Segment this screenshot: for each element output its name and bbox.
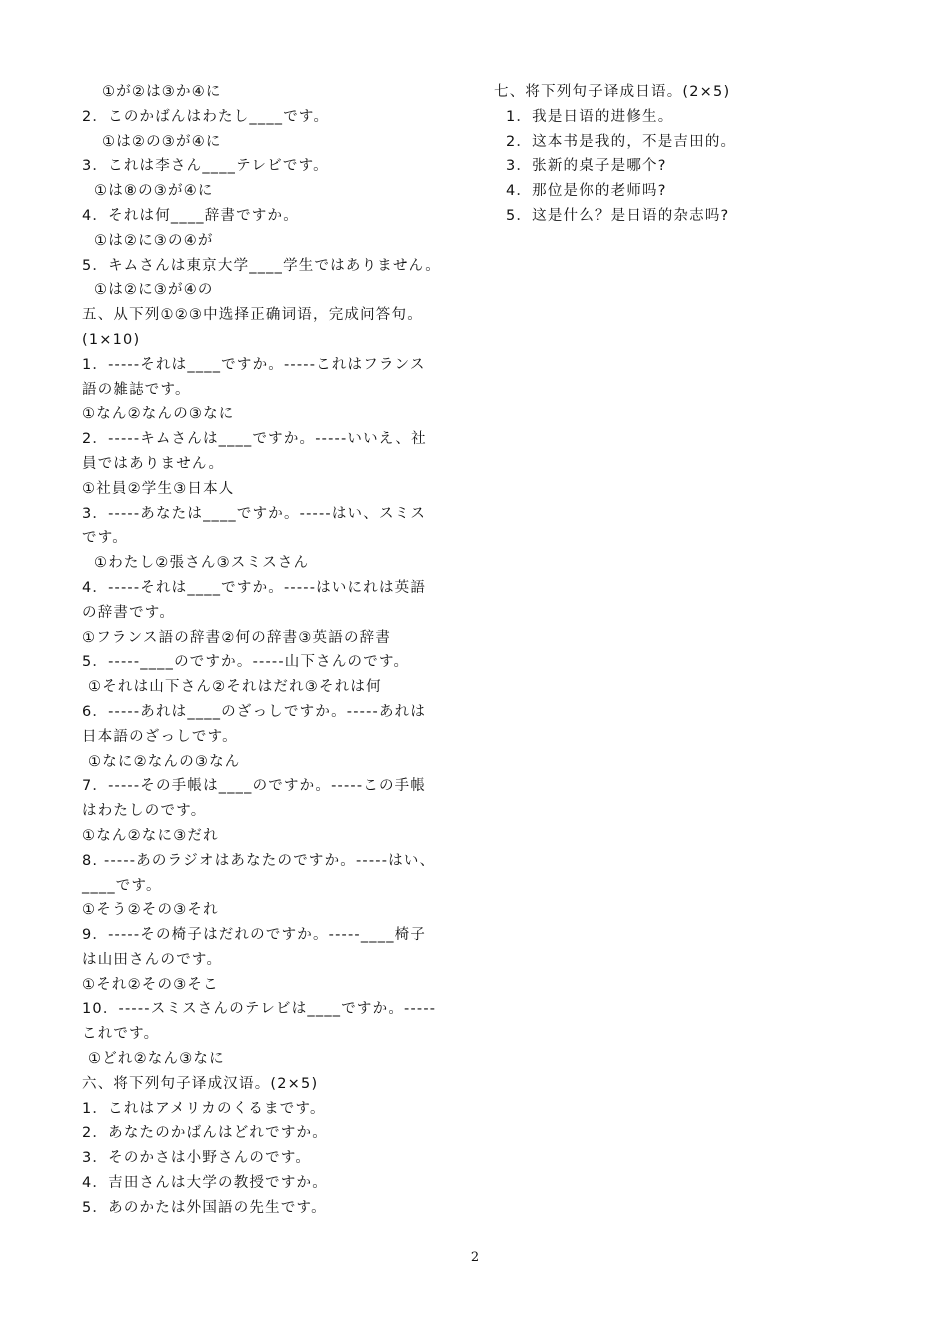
options-line: ①そう②その③それ [82, 902, 219, 919]
options-line: ①フランス語の辞書②何の辞書③英語の辞書 [82, 629, 392, 646]
question-line: 8. -----あのラジオはあなたのですか。-----はい、 [82, 852, 436, 869]
question-line: これです。 [82, 1026, 160, 1043]
options-line: ①なん②なんの③なに [82, 406, 235, 423]
sentence-line: 1．我是日语的进修生。 [506, 108, 674, 125]
sentence-line: 5．这是什么？是日语的杂志吗? [506, 207, 730, 224]
options-line: ①それは山下さん②それはだれ③それは何 [88, 679, 382, 696]
text-line: 2．このかばんはわたし____です。 [82, 108, 330, 125]
sentence-line: 4．吉田さんは大学の教授ですか。 [82, 1175, 328, 1192]
options-line: ①社員②学生③日本人 [82, 480, 235, 497]
section-score: (1×10) [82, 331, 141, 348]
text-line: ①は②の③が④に [102, 133, 222, 150]
question-line: 日本語のざっしです。 [82, 728, 238, 745]
sentence-line: 4．那位是你的老师吗? [506, 183, 667, 200]
text-line: ①は②に③が④の [94, 282, 214, 299]
question-line: 3．-----あなたは____ですか。-----はい、スミス [82, 505, 427, 522]
question-line: 10．-----スミスさんのテレビは____ですか。----- [82, 1001, 437, 1018]
left-column [82, 80, 472, 1221]
text-line: 5．キムさんは東京大学____学生ではありません。 [82, 257, 441, 274]
question-line: の辞書です。 [82, 604, 176, 621]
options-line: ①それ②その③そこ [82, 976, 219, 993]
question-line: です。 [82, 530, 128, 547]
question-line: ____です。 [82, 877, 162, 894]
question-line: は山田さんのです。 [82, 951, 223, 968]
question-line: 語の雑誌です。 [82, 381, 191, 398]
question-line: 5．-----____のですか。-----山下さんのです。 [82, 654, 410, 671]
section-heading: 七、将下列句子译成日语。(2×5) [494, 84, 731, 100]
options-line: ①なん②なに③だれ [82, 827, 219, 844]
question-line: 9．-----その椅子はだれのですか。-----____椅子 [82, 927, 427, 944]
text-line: 4．それは何____辞書ですか。 [82, 207, 299, 224]
question-line: 員ではありません。 [82, 455, 225, 472]
sentence-line: 2．这本书是我的，不是吉田的。 [506, 133, 737, 150]
question-line: はわたしのです。 [82, 803, 207, 820]
text-line: ①が②は③か④に [102, 84, 222, 100]
sentence-line: 3．そのかさは小野さんのです。 [82, 1150, 312, 1167]
question-line: 1．-----それは____ですか。-----これはフランス [82, 356, 426, 373]
right-column [494, 80, 774, 229]
section-heading: 六、将下列句子译成汉语。(2×5) [82, 1075, 319, 1092]
options-line: ①わたし②張さん③スミスさん [94, 555, 310, 572]
sentence-line: 5．あのかたは外国語の先生です。 [82, 1199, 327, 1216]
page-number: 2 [470, 1250, 480, 1265]
text-line: ①は②に③の④が [94, 232, 214, 249]
sentence-line: 3．张新的桌子是哪个? [506, 158, 667, 175]
sentence-line: 1．これはアメリカのくるまです。 [82, 1100, 326, 1117]
text-line: ①は⑧の③が④に [94, 183, 214, 200]
question-line: 2．-----キムさんは____ですか。-----いいえ、社 [82, 431, 427, 448]
text-line: 3．これは李さん____テレビです。 [82, 158, 329, 175]
options-line: ①どれ②なん③なに [88, 1051, 225, 1068]
question-line: 6．-----あれは____のざっしですか。-----あれは [82, 703, 427, 720]
question-line: 7．-----その手帳は____のですか。-----この手帳 [82, 778, 427, 795]
question-line: 4．-----それは____ですか。-----はいにれは英語 [82, 579, 427, 596]
options-line: ①なに②なんの③なん [88, 753, 241, 770]
section-heading: 五、从下列①②③中选择正确词语，完成问答句。 [82, 307, 423, 324]
sentence-line: 2．あなたのかばんはどれですか。 [82, 1125, 328, 1142]
